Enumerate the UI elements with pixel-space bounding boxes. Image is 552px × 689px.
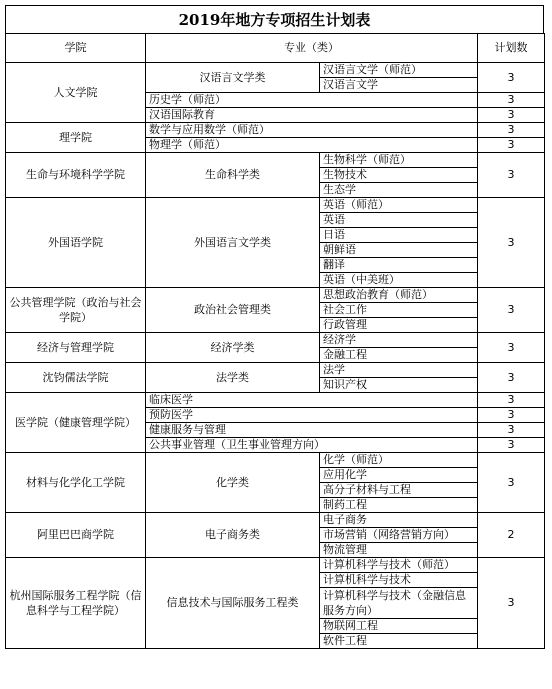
table-row <box>6 123 545 138</box>
major-cell: 英语 <box>320 213 478 228</box>
table-title: 2019年地方专项招生计划表 <box>5 5 544 33</box>
major-cell: 市场营销（网络营销方向） <box>320 528 478 543</box>
major-cell: 健康服务与管理 <box>146 423 478 438</box>
header-major: 专业（类） <box>146 34 478 63</box>
major-cell: 英语（师范） <box>320 198 478 213</box>
major-cell: 历史学（师范） <box>146 93 478 108</box>
table-row <box>6 288 545 303</box>
major-cell: 数学与应用数学（师范） <box>146 123 478 138</box>
plan-cell: 3 <box>478 408 545 423</box>
college-cell: 生命与环境科学学院 <box>6 153 146 198</box>
major-cell: 经济学 <box>320 333 478 348</box>
major-cell: 汉语国际教育 <box>146 108 478 123</box>
plan-cell: 3 <box>478 558 545 649</box>
college-cell: 医学院（健康管理学院） <box>6 393 146 453</box>
category-cell: 外国语言文学类 <box>146 198 320 288</box>
major-cell: 日语 <box>320 228 478 243</box>
college-cell: 杭州国际服务工程学院（信息科学与工程学院） <box>6 558 146 649</box>
plan-table <box>5 33 545 649</box>
major-cell: 生物科学（师范） <box>320 153 478 168</box>
college-cell: 外国语学院 <box>6 198 146 288</box>
major-cell: 思想政治教育（师范） <box>320 288 478 303</box>
major-cell: 物理学（师范） <box>146 138 478 153</box>
plan-cell: 3 <box>478 288 545 333</box>
college-cell: 经济与管理学院 <box>6 333 146 363</box>
plan-cell: 3 <box>478 138 545 153</box>
major-cell: 金融工程 <box>320 348 478 363</box>
category-cell: 信息技术与国际服务工程类 <box>146 558 320 649</box>
plan-cell: 3 <box>478 93 545 108</box>
major-cell: 物流管理 <box>320 543 478 558</box>
major-cell: 制药工程 <box>320 498 478 513</box>
plan-cell: 3 <box>478 423 545 438</box>
table-row <box>6 558 545 573</box>
major-cell: 计算机科学与技术（师范） <box>320 558 478 573</box>
major-cell: 英语（中美班） <box>320 273 478 288</box>
table-row <box>6 333 545 348</box>
category-cell: 法学类 <box>146 363 320 393</box>
plan-cell: 2 <box>478 513 545 558</box>
category-cell: 电子商务类 <box>146 513 320 558</box>
table-row <box>6 363 545 378</box>
major-cell: 高分子材料与工程 <box>320 483 478 498</box>
plan-cell: 3 <box>478 453 545 513</box>
major-cell: 法学 <box>320 363 478 378</box>
plan-cell: 3 <box>478 333 545 363</box>
plan-cell: 3 <box>478 153 545 198</box>
college-cell: 阿里巴巴商学院 <box>6 513 146 558</box>
plan-cell: 3 <box>478 363 545 393</box>
major-cell: 汉语言文学（师范） <box>320 63 478 78</box>
college-cell: 理学院 <box>6 123 146 153</box>
major-cell: 社会工作 <box>320 303 478 318</box>
plan-cell: 3 <box>478 198 545 288</box>
major-cell: 行政管理 <box>320 318 478 333</box>
category-cell: 化学类 <box>146 453 320 513</box>
major-cell: 知识产权 <box>320 378 478 393</box>
major-cell: 翻译 <box>320 258 478 273</box>
plan-cell: 3 <box>478 438 545 453</box>
plan-cell: 3 <box>478 63 545 93</box>
table-row <box>6 153 545 168</box>
table-row <box>6 453 545 468</box>
major-cell: 应用化学 <box>320 468 478 483</box>
header-college: 学院 <box>6 34 146 63</box>
college-cell: 人文学院 <box>6 63 146 123</box>
table-row <box>6 513 545 528</box>
table-row <box>6 393 545 408</box>
major-cell: 生物技术 <box>320 168 478 183</box>
college-cell: 材料与化学化工学院 <box>6 453 146 513</box>
category-cell: 汉语言文学类 <box>146 63 320 93</box>
major-cell: 化学（师范） <box>320 453 478 468</box>
college-cell: 沈钧儒法学院 <box>6 363 146 393</box>
table-row <box>6 63 545 78</box>
college-cell: 公共管理学院（政治与社会学院） <box>6 288 146 333</box>
major-cell: 朝鲜语 <box>320 243 478 258</box>
header-plan: 计划数 <box>478 34 545 63</box>
plan-cell: 3 <box>478 108 545 123</box>
plan-cell: 3 <box>478 123 545 138</box>
header-row <box>6 34 545 63</box>
plan-cell: 3 <box>478 393 545 408</box>
category-cell: 经济学类 <box>146 333 320 363</box>
major-cell: 公共事业管理（卫生事业管理方向） <box>146 438 478 453</box>
table-row <box>6 198 545 213</box>
major-cell: 临床医学 <box>146 393 478 408</box>
major-cell: 计算机科学与技术（金融信息服务方向） <box>320 588 478 619</box>
major-cell: 电子商务 <box>320 513 478 528</box>
category-cell: 生命科学类 <box>146 153 320 198</box>
major-cell: 物联网工程 <box>320 619 478 634</box>
major-cell: 软件工程 <box>320 634 478 649</box>
category-cell: 政治社会管理类 <box>146 288 320 333</box>
major-cell: 汉语言文学 <box>320 78 478 93</box>
major-cell: 计算机科学与技术 <box>320 573 478 588</box>
major-cell: 生态学 <box>320 183 478 198</box>
major-cell: 预防医学 <box>146 408 478 423</box>
